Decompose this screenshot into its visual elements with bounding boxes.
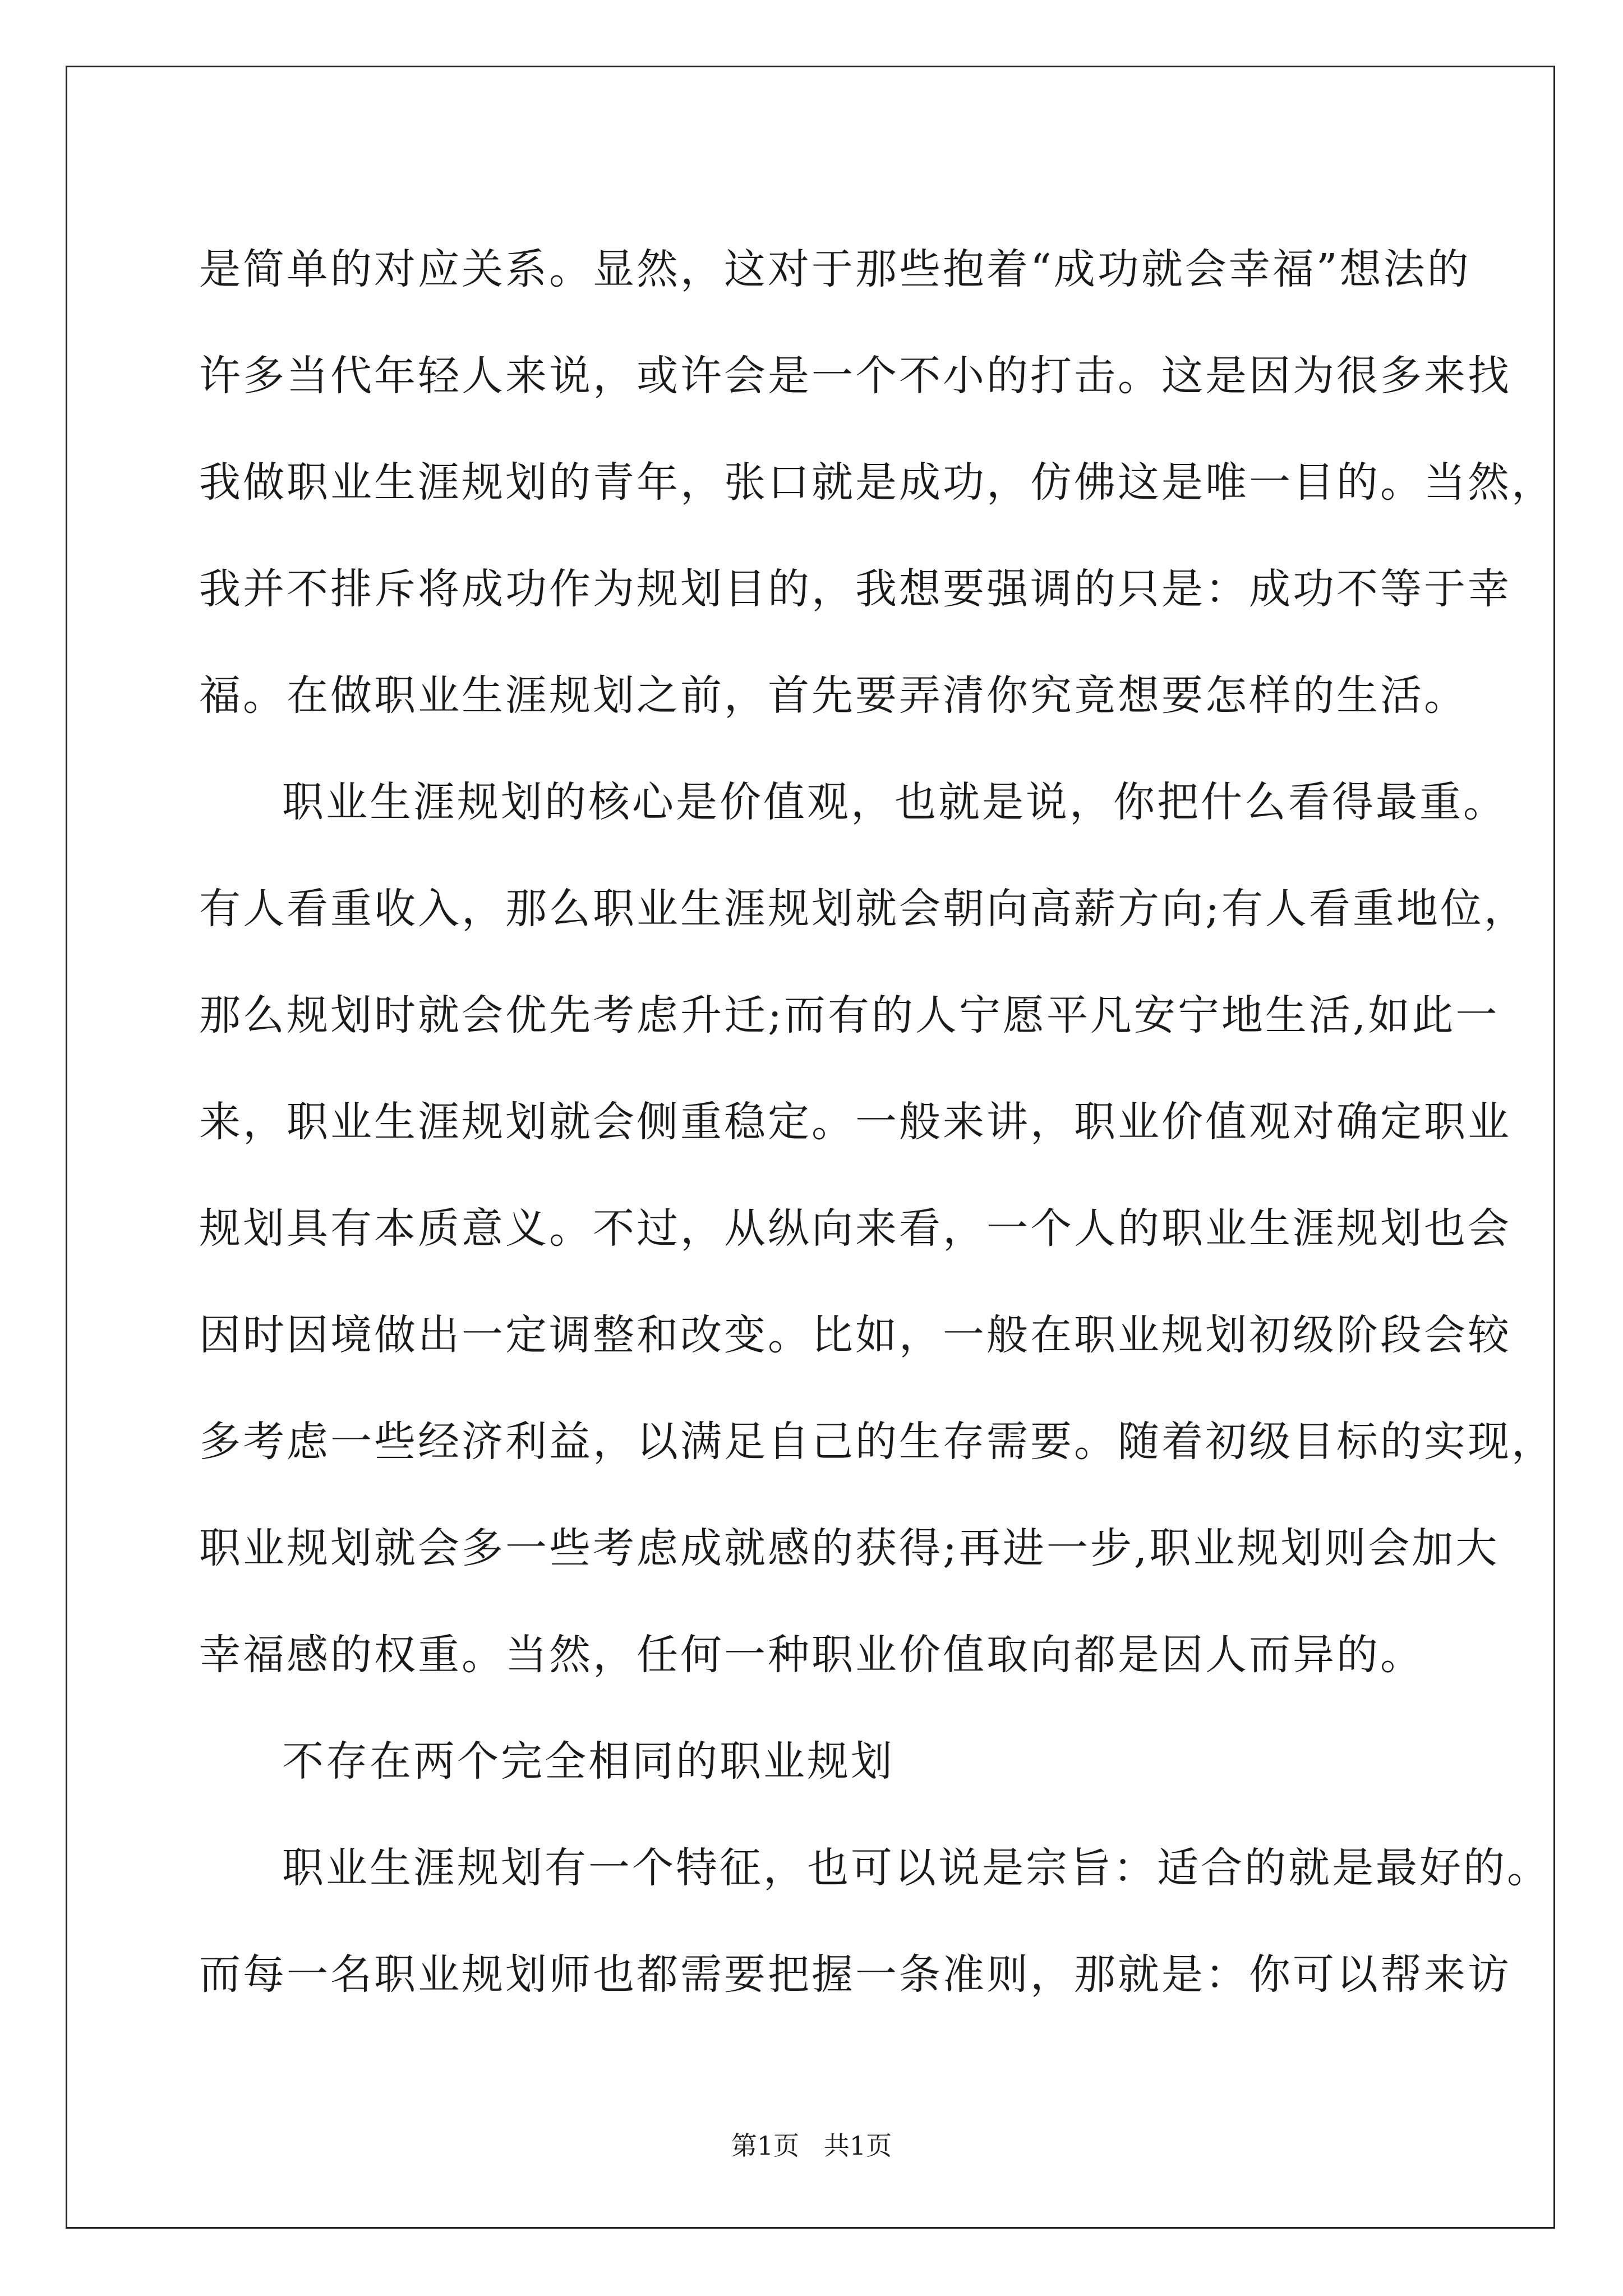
text-line: 我做职业生涯规划的青年，张口就是成功，仿佛这是唯一目的。当然，: [199, 458, 1555, 507]
text-line: 而每一名职业规划师也都需要把握一条准则，那就是：你可以帮来访: [199, 1950, 1511, 1999]
text-line: 我并不排斥将成功作为规划目的，我想要强调的只是：成功不等于幸: [199, 565, 1511, 613]
text-line: 规划具有本质意义。不过，从纵向来看，一个人的职业生涯规划也会: [199, 1204, 1511, 1253]
section-heading: 不存在两个完全相同的职业规划: [282, 1737, 895, 1786]
paragraph-start-line: 职业生涯规划的核心是价值观，也就是说，你把什么看得最重。: [282, 778, 1507, 826]
text-line: 幸福感的权重。当然，任何一种职业价值取向都是因人而异的。: [199, 1631, 1424, 1679]
text-line: 有人看重收入，那么职业生涯规划就会朝向高薪方向;有人看重地位，: [199, 885, 1528, 933]
text-line: 因时因境做出一定调整和改变。比如，一般在职业规划初级阶段会较: [199, 1311, 1511, 1359]
paragraph-start-line: 职业生涯规划有一个特征，也可以说是宗旨：适合的就是最好的。: [282, 1844, 1551, 1892]
text-line: 职业规划就会多一些考虑成就感的获得;再进一步,职业规划则会加大: [199, 1524, 1500, 1572]
text-line: 是简单的对应关系。显然，这对于那些抱着“成功就会幸福”想法的: [199, 245, 1471, 293]
document-body: [199, 216, 1555, 2028]
text-line: 那么规划时就会优先考虑升迁;而有的人宁愿平凡安宁地生活,如此一: [199, 991, 1500, 1039]
text-line: 来，职业生涯规划就会侧重稳定。一般来讲，职业价值观对确定职业: [199, 1098, 1511, 1146]
text-line: 许多当代年轻人来说，或许会是一个不小的打击。这是因为很多来找: [199, 352, 1511, 400]
page-number-footer: 第1页 共1页: [731, 2131, 892, 2161]
text-line: 多考虑一些经济利益，以满足自己的生存需要。随着初级目标的实现，: [199, 1418, 1555, 1466]
text-line: 福。在做职业生涯规划之前，首先要弄清你究竟想要怎样的生活。: [199, 671, 1468, 720]
